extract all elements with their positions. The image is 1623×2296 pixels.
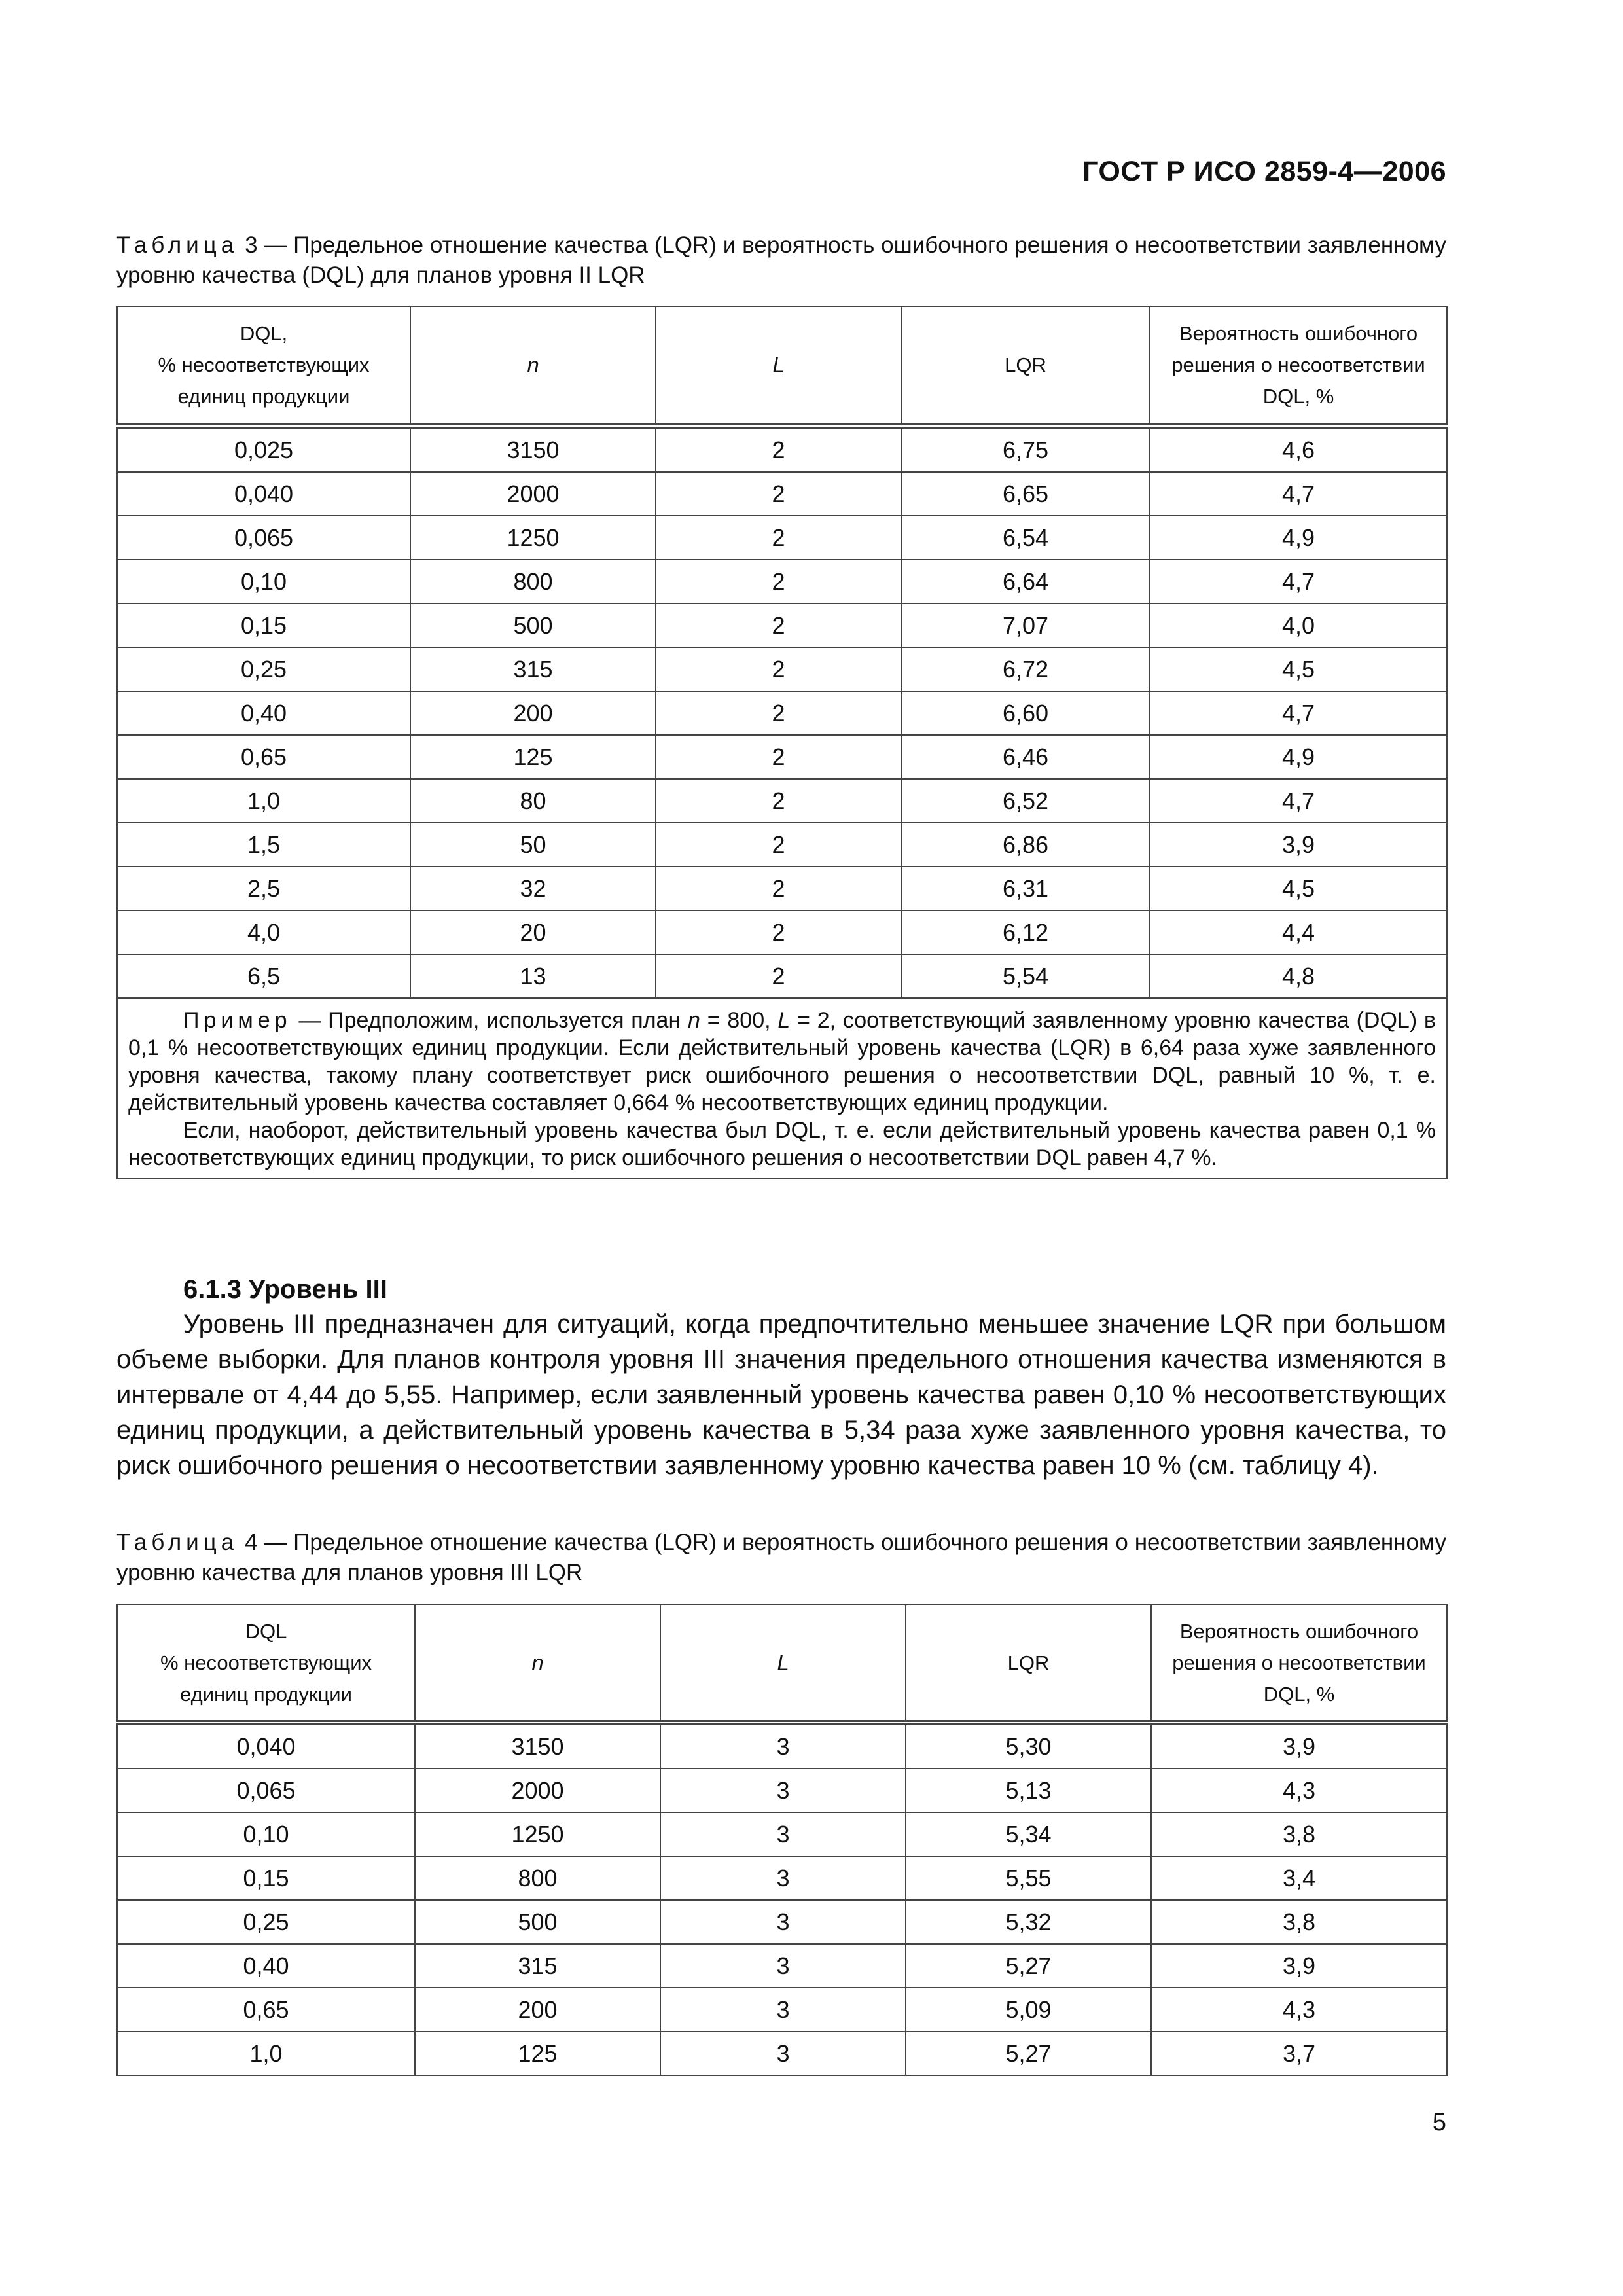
- table-cell: 3: [660, 1812, 906, 1856]
- table-cell: 5,55: [906, 1856, 1151, 1900]
- table-cell: 32: [410, 867, 656, 910]
- page-number: 5: [1432, 2109, 1446, 2136]
- document-header: ГОСТ Р ИСО 2859-4—2006: [1082, 156, 1446, 187]
- table4-caption-text: — Предельное отношение качества (LQR) и вероятность ошибочного решения о несоответствии заявленному уровню качества для планов уровня III LQR: [116, 1530, 1446, 1585]
- table-cell: 4,4: [1150, 910, 1447, 954]
- table-cell: 6,54: [901, 516, 1150, 560]
- table-cell: 1250: [410, 516, 656, 560]
- table4-header-probability: Вероятность ошибочного решения о несоответствии DQL, %: [1151, 1605, 1447, 1723]
- table-cell: 2: [656, 603, 901, 647]
- table-cell: 2: [656, 954, 901, 998]
- table-row: [117, 1988, 1447, 2032]
- table-cell: 4,3: [1151, 1988, 1447, 2032]
- table-cell: 5,27: [906, 2032, 1151, 2075]
- table4-caption-number: 4: [245, 1530, 258, 1555]
- table-cell: 2: [656, 516, 901, 560]
- table3-header-l: L: [656, 306, 901, 426]
- table3-caption-text: — Предельное отношение качества (LQR) и вероятность ошибочного решения о несоответствии заявленному уровню качества (DQL) для планов уровня II LQR: [116, 232, 1446, 288]
- table-row: [117, 1944, 1447, 1988]
- table3-header-n: n: [410, 306, 656, 426]
- table4-header-row: [117, 1605, 1447, 1723]
- table-cell: 1,0: [117, 779, 410, 823]
- table-row: [117, 560, 1447, 603]
- table-cell: 2: [656, 691, 901, 735]
- table-cell: 2: [656, 560, 901, 603]
- table-cell: 1250: [415, 1812, 660, 1856]
- table-cell: 6,31: [901, 867, 1150, 910]
- table-cell: 4,7: [1150, 472, 1447, 516]
- table3-header-dql: DQL, % несоответствующих единиц продукции: [117, 306, 410, 426]
- table3-note-row: [117, 998, 1447, 1179]
- table-cell: 2,5: [117, 867, 410, 910]
- table-cell: 4,5: [1150, 867, 1447, 910]
- table-cell: 6,5: [117, 954, 410, 998]
- table-cell: 1,5: [117, 823, 410, 867]
- table-row: [117, 691, 1447, 735]
- table-cell: 3150: [415, 1723, 660, 1768]
- table-row: [117, 516, 1447, 560]
- table-cell: 2: [656, 472, 901, 516]
- table-cell: 3: [660, 1723, 906, 1768]
- table3-note-paragraph-2: Если, наоборот, действительный уровень качества был DQL, т. е. если действительный уровень качества равен 0,1 % несоответствующих единиц продукции, то риск ошибочного решения о несоответствии DQL равен 4,7 %.: [128, 1118, 1436, 1170]
- table-cell: 4,0: [1150, 603, 1447, 647]
- table-cell: 800: [410, 560, 656, 603]
- table-cell: 5,32: [906, 1900, 1151, 1944]
- table-cell: 3,9: [1151, 1723, 1447, 1768]
- table3-note-text-c: = 2, соответствующий заявленному уровню качества (DQL) в 0,1 % несоответствующих единиц продукции. Если действительный уровень качества (LQR) в 6,64 раза хуже заявленного уровня качества, такому плану соответствует риск ошибочного решения о несоответствии DQL, равный 10 %, т. е. действительный уровень качества составляет 0,664 % несоответствующих единиц продукции.: [128, 1008, 1436, 1115]
- table-cell: 3: [660, 2032, 906, 2075]
- table-cell: 80: [410, 779, 656, 823]
- table-cell: 3: [660, 1900, 906, 1944]
- table-cell: 5,13: [906, 1768, 1151, 1812]
- table-cell: 6,52: [901, 779, 1150, 823]
- table3-body: [117, 426, 1447, 998]
- table-cell: 20: [410, 910, 656, 954]
- section-title: 6.1.3 Уровень III: [183, 1275, 387, 1304]
- table-row: [117, 867, 1447, 910]
- table-cell: 0,40: [117, 691, 410, 735]
- table-cell: 0,025: [117, 426, 410, 472]
- table-cell: 315: [415, 1944, 660, 1988]
- table-cell: 13: [410, 954, 656, 998]
- table3-note-var-n: n: [688, 1008, 700, 1033]
- table-row: [117, 1723, 1447, 1768]
- table-cell: 5,34: [906, 1812, 1151, 1856]
- table4-header-lqr: LQR: [906, 1605, 1151, 1723]
- table-cell: 0,040: [117, 472, 410, 516]
- table-cell: 5,30: [906, 1723, 1151, 1768]
- table3-caption-number: 3: [245, 232, 258, 258]
- table-row: [117, 603, 1447, 647]
- table4-header-n: n: [415, 1605, 660, 1723]
- table-cell: 50: [410, 823, 656, 867]
- table-cell: 3,9: [1150, 823, 1447, 867]
- table-row: [117, 954, 1447, 998]
- table-cell: 4,8: [1150, 954, 1447, 998]
- table-cell: 3,4: [1151, 1856, 1447, 1900]
- table-cell: 4,7: [1150, 779, 1447, 823]
- table-cell: 3,9: [1151, 1944, 1447, 1988]
- table-cell: 4,7: [1150, 691, 1447, 735]
- table-cell: 3,8: [1151, 1900, 1447, 1944]
- table-row: [117, 823, 1447, 867]
- table-cell: 5,54: [901, 954, 1150, 998]
- table-row: [117, 910, 1447, 954]
- table-row: [117, 647, 1447, 691]
- table3-note: [117, 998, 1447, 1179]
- table-cell: 0,15: [117, 1856, 415, 1900]
- table3-caption-label: Таблица: [116, 232, 239, 258]
- table-cell: 6,12: [901, 910, 1150, 954]
- table-cell: 0,10: [117, 1812, 415, 1856]
- table-cell: 3: [660, 1768, 906, 1812]
- table-cell: 2: [656, 647, 901, 691]
- table-cell: 6,64: [901, 560, 1150, 603]
- table-cell: 3: [660, 1856, 906, 1900]
- table3-header-row: [117, 306, 1447, 426]
- table3-note-paragraph-1: [128, 1007, 1436, 1117]
- table-cell: 6,86: [901, 823, 1150, 867]
- table-cell: 3150: [410, 426, 656, 472]
- table-cell: 0,065: [117, 516, 410, 560]
- table-cell: 500: [415, 1900, 660, 1944]
- table-cell: 0,040: [117, 1723, 415, 1768]
- table-cell: 315: [410, 647, 656, 691]
- table-cell: 0,25: [117, 647, 410, 691]
- table-cell: 125: [410, 735, 656, 779]
- table-cell: 2000: [415, 1768, 660, 1812]
- table4-header-l: L: [660, 1605, 906, 1723]
- table-cell: 2000: [410, 472, 656, 516]
- table-row: [117, 735, 1447, 779]
- table-cell: 3: [660, 1944, 906, 1988]
- section-body-text: Уровень III предназначен для ситуаций, когда предпочтительно меньшее значение LQR при большом объеме выборки. Для планов контроля уровня III значения предельного отношения качества изменяются в интервале от 4,44 до 5,55. Например, если заявленный уровень качества равен 0,10 % несоответствующих единиц продукции, а действительный уровень качества в 5,34 раза хуже заявленного уровня качества, то риск ошибочного решения о несоответствии заявленному уровню качества равен 10 % (см. таблицу 4).: [116, 1310, 1446, 1480]
- table-cell: 4,0: [117, 910, 410, 954]
- table-row: [117, 426, 1447, 472]
- table3-note-var-l: L: [777, 1008, 791, 1033]
- table-cell: 6,75: [901, 426, 1150, 472]
- table3-note-label: Пример: [183, 1008, 292, 1033]
- table-cell: 4,3: [1151, 1768, 1447, 1812]
- table-cell: 6,46: [901, 735, 1150, 779]
- table-cell: 0,15: [117, 603, 410, 647]
- table-row: [117, 1900, 1447, 1944]
- table3-note-text-a: — Предположим, используется план: [291, 1008, 688, 1033]
- table4-caption-label: Таблица: [116, 1530, 239, 1555]
- table-cell: 125: [415, 2032, 660, 2075]
- table-cell: 6,72: [901, 647, 1150, 691]
- table-row: [117, 2032, 1447, 2075]
- table-cell: 3,8: [1151, 1812, 1447, 1856]
- table-cell: 6,60: [901, 691, 1150, 735]
- table-row: [117, 1768, 1447, 1812]
- table-cell: 0,065: [117, 1768, 415, 1812]
- table-cell: 7,07: [901, 603, 1150, 647]
- table4-body: [117, 1723, 1447, 2075]
- table-cell: 4,9: [1150, 516, 1447, 560]
- table-cell: 5,09: [906, 1988, 1151, 2032]
- table4-caption: [116, 1528, 1446, 1588]
- table-cell: 4,5: [1150, 647, 1447, 691]
- table-cell: 0,65: [117, 735, 410, 779]
- table-cell: 2: [656, 867, 901, 910]
- table-cell: 1,0: [117, 2032, 415, 2075]
- table3-header-lqr: LQR: [901, 306, 1150, 426]
- table-cell: 200: [410, 691, 656, 735]
- table-cell: 5,27: [906, 1944, 1151, 1988]
- table3-caption: [116, 230, 1446, 291]
- table4: [116, 1604, 1448, 2076]
- table-cell: 200: [415, 1988, 660, 2032]
- table-cell: 2: [656, 779, 901, 823]
- table-row: [117, 1812, 1447, 1856]
- table-cell: 2: [656, 426, 901, 472]
- table-cell: 2: [656, 823, 901, 867]
- table-cell: 6,65: [901, 472, 1150, 516]
- table-cell: 800: [415, 1856, 660, 1900]
- table-cell: 4,9: [1150, 735, 1447, 779]
- table-cell: 500: [410, 603, 656, 647]
- table4-header-dql: DQL % несоответствующих единиц продукции: [117, 1605, 415, 1723]
- table-cell: 0,25: [117, 1900, 415, 1944]
- table-row: [117, 779, 1447, 823]
- table-cell: 0,40: [117, 1944, 415, 1988]
- table3-note-text-b: = 800,: [700, 1008, 778, 1033]
- table3: [116, 306, 1448, 1179]
- table-cell: 2: [656, 735, 901, 779]
- table3-header-probability: Вероятность ошибочного решения о несоответствии DQL, %: [1150, 306, 1447, 426]
- table-row: [117, 1856, 1447, 1900]
- table-cell: 3,7: [1151, 2032, 1447, 2075]
- table-cell: 0,65: [117, 1988, 415, 2032]
- table-cell: 3: [660, 1988, 906, 2032]
- table-cell: 2: [656, 910, 901, 954]
- table-cell: 4,7: [1150, 560, 1447, 603]
- table-row: [117, 472, 1447, 516]
- table-cell: 0,10: [117, 560, 410, 603]
- table-cell: 4,6: [1150, 426, 1447, 472]
